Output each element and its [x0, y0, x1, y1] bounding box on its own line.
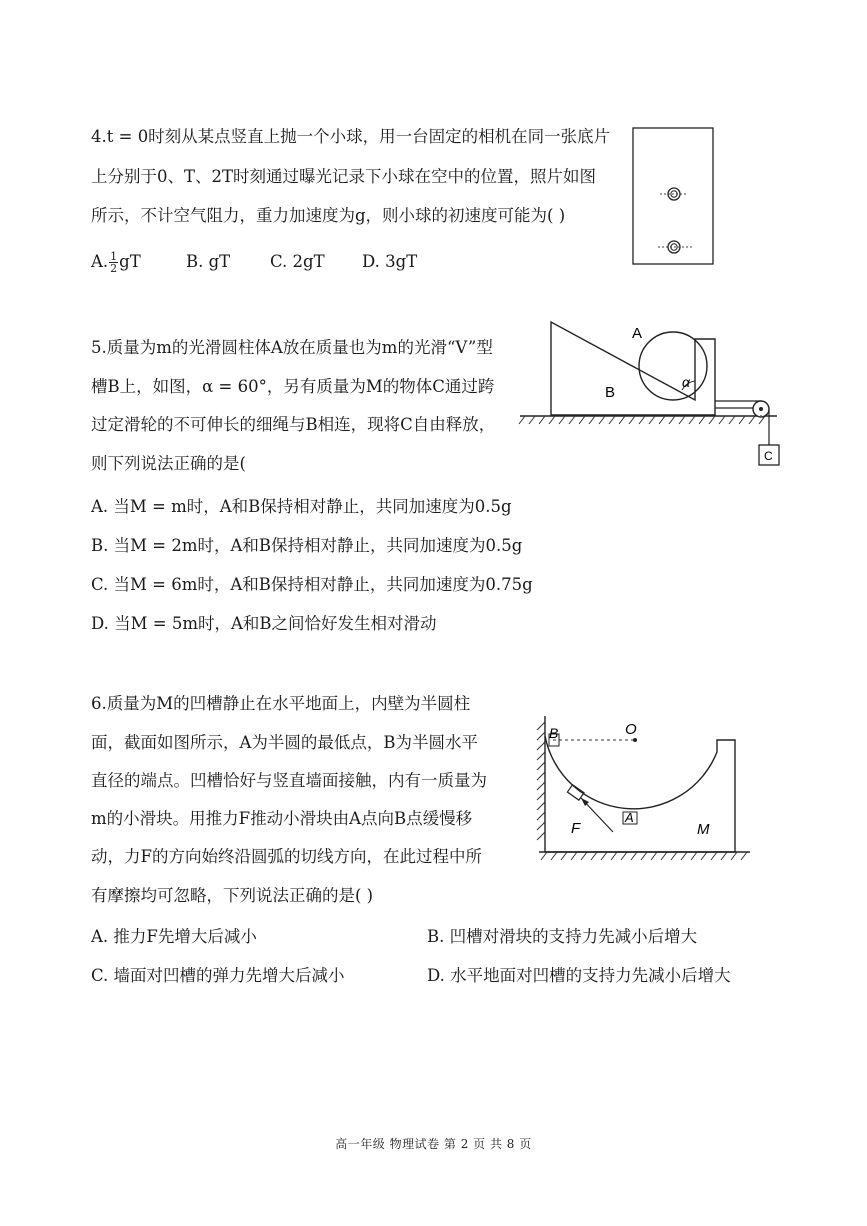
q4-line-3: 所示，不计空气阻力，重力加速度为g，则小球的初速度可能为( )	[91, 206, 566, 225]
q5-option-a[interactable]: A. 当M = m时，A和B保持相对静止，共同加速度为0.5g	[91, 497, 512, 516]
q4-option-a-numerator: 1	[110, 250, 118, 263]
cylinder-a	[639, 332, 707, 400]
q4-option-a-fraction	[109, 251, 118, 274]
q5-line-2: 槽B上，如图，α = 60°，另有质量为M的物体C通过跨	[91, 377, 495, 396]
q5-option-c[interactable]: C. 当M = 6m时，A和B保持相对静止，共同加速度为0.75g	[91, 575, 533, 594]
q4-option-a[interactable]	[91, 251, 141, 274]
ground-hatch	[519, 416, 765, 424]
q4-line-1: 4.t = 0时刻从某点竖直上抛一个小球，用一台固定的相机在同一张底片	[91, 127, 611, 146]
q6-line-3: 直径的端点。凹槽恰好与竖直墙面接触，内有一质量为	[91, 771, 487, 790]
q4-option-a-denominator: 2	[110, 262, 118, 275]
ball-image-lower	[658, 241, 692, 253]
q5-line-3: 过定滑轮的不可伸长的细绳与B相连，现将C自由释放，	[91, 415, 496, 434]
q6-line-6: 有摩擦均可忽略，下列说法正确的是( )	[91, 886, 374, 905]
q5-line-1: 5.质量为m的光滑圆柱体A放在质量也为m的光滑“V”型	[91, 338, 493, 357]
label-o: O	[625, 721, 637, 738]
q6-line-1: 6.质量为M的凹槽静止在水平地面上，内壁为半圆柱	[91, 694, 471, 713]
q4-option-c[interactable]: C. 2gT	[270, 252, 325, 271]
q5-option-d[interactable]: D. 当M = 5m时，A和B之间恰好发生相对滑动	[91, 614, 437, 633]
q5-groove-figure	[515, 315, 790, 475]
q6-option-a[interactable]: A. 推力F先增大后减小	[91, 927, 257, 946]
q4-photo-figure	[630, 125, 716, 267]
q6-groove-figure	[525, 712, 757, 868]
ground-hatch	[541, 852, 747, 860]
q6-line-5: 动，力F的方向始终沿圆弧的切线方向，在此过程中所	[91, 847, 482, 866]
q4-option-a-suffix: gT	[119, 252, 141, 271]
q4-option-b[interactable]: B. gT	[186, 252, 231, 271]
label-f: F	[571, 820, 581, 837]
label-b: B	[549, 725, 559, 741]
label-a: A	[625, 810, 634, 825]
q4-option-d[interactable]: D. 3gT	[362, 252, 418, 271]
q5-option-b[interactable]: B. 当M = 2m时，A和B保持相对静止，共同加速度为0.5g	[91, 536, 523, 555]
q6-line-4: m的小滑块。用推力F推动小滑块由A点向B点缓慢移	[91, 809, 473, 828]
label-b: B	[605, 384, 616, 401]
label-a: A	[632, 325, 643, 342]
page-footer: 高一年级 物理试卷 第 2 页 共 8 页	[335, 1137, 532, 1151]
q4-option-a-prefix: A.	[91, 252, 109, 271]
q6-option-b[interactable]: B. 凹槽对滑块的支持力先减小后增大	[427, 927, 698, 946]
q5-line-4: 则下列说法正确的是(	[91, 454, 246, 473]
alpha-label: α	[682, 374, 690, 390]
label-m: M	[697, 821, 710, 838]
q6-line-2: 面，截面如图所示，A为半圆的最低点，B为半圆水平	[91, 733, 479, 752]
q4-line-2: 上分别于0、T、2T时刻通过曝光记录下小球在空中的位置，照片如图	[91, 167, 597, 186]
wall-hatch	[537, 722, 545, 840]
q6-option-c[interactable]: C. 墙面对凹槽的弹力先增大后减小	[91, 966, 345, 985]
q6-option-d[interactable]: D. 水平地面对凹槽的支持力先减小后增大	[427, 966, 731, 985]
label-c: C	[764, 449, 773, 463]
ball-image-upper	[660, 188, 688, 200]
center-o	[633, 738, 637, 742]
